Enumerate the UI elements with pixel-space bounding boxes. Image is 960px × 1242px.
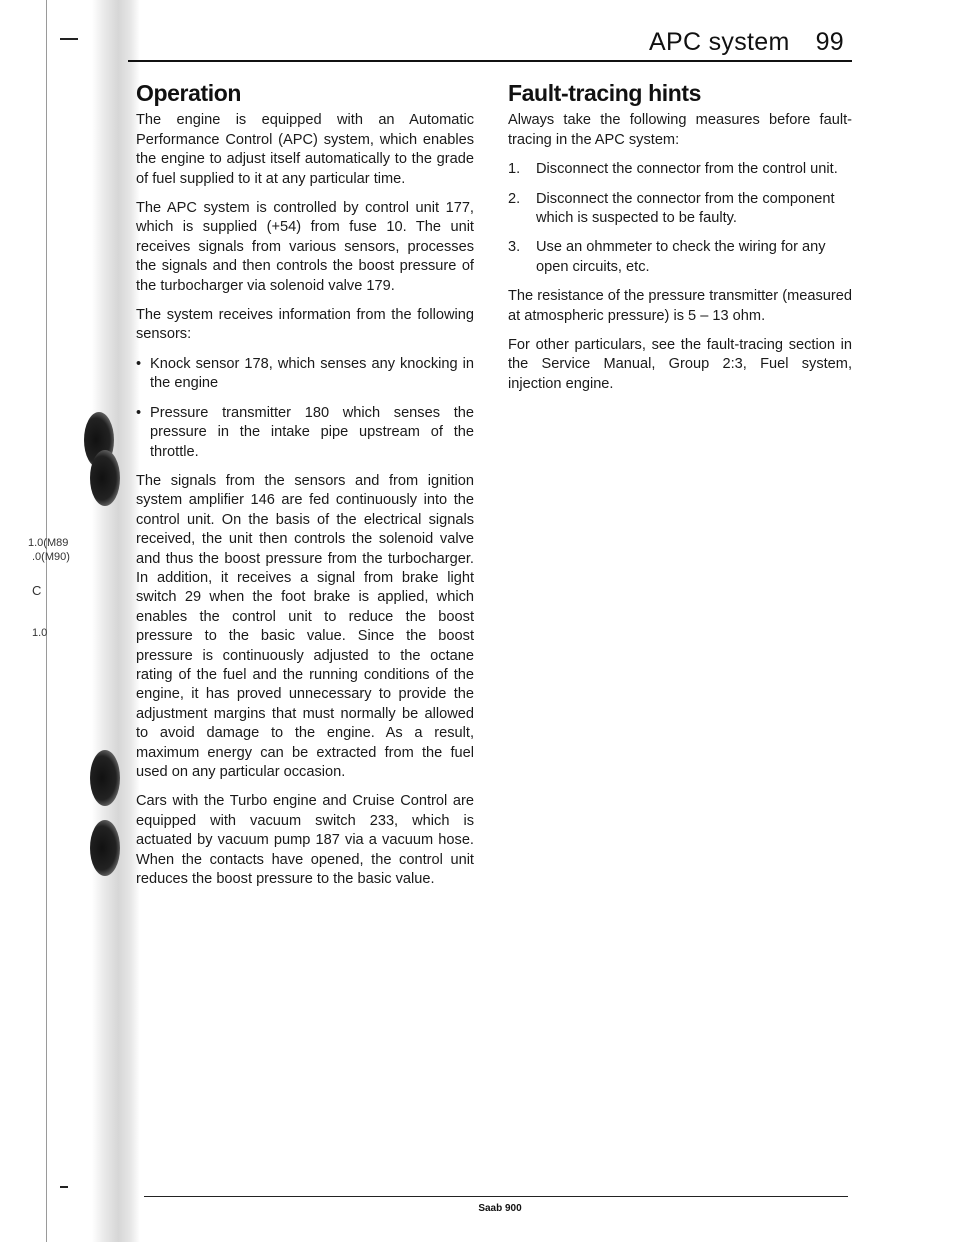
margin-note: 1.0 [32,627,48,639]
step-text: Disconnect the connector from the component which is suspected to be faulty. [536,190,835,227]
bullet-icon: • [136,355,142,372]
paragraph: For other particulars, see the fault-tracing section in the Service Manual, Group 2:3, Fuel system, injection engine. [508,337,852,392]
bullet-icon: • [136,404,142,421]
margin-note: 1.0(M89 [28,537,69,549]
paragraph: The engine is equipped with an Automatic Performance Control (APC) system, which enables the engine to adjust itself automatically to the grade of fuel supplied to it at any particular time. [136,112,474,187]
intro-paragraph: Always take the following measures before fault-tracing in the APC system: [508,112,852,148]
right-column [508,80,852,404]
operation-heading: Operation [136,80,242,106]
margin-dash-bottom [60,1186,68,1188]
step-text: Disconnect the connector from the control unit. [536,161,838,178]
punch-hole [90,450,120,506]
step-number: 3. [508,239,521,256]
running-header [649,28,844,57]
page-number: 99 [815,28,844,56]
bullet-item [136,404,474,462]
section-title: APC system [649,28,790,56]
bullet-item [136,355,474,394]
margin-dash-top [60,38,78,40]
numbered-step [508,190,852,229]
margin-note: C [32,583,42,598]
step-number: 2. [508,190,521,207]
numbered-step [508,160,852,179]
paragraph: The resistance of the pressure transmitter (measured at atmospheric pressure) is 5 – 13 ohm. [508,288,852,324]
paragraph: The APC system is controlled by control unit 177, which is supplied (+54) from fuse 10. The unit receives signals from various sensors, processes the signals and then controls the boost pressure of the turbocharger via solenoid valve 179. [136,200,474,294]
header-rule [128,60,852,62]
left-column [136,80,474,899]
footer-rule [144,1196,848,1197]
paragraph: The system receives information from the following sensors: [136,307,474,343]
fault-tracing-heading: Fault-tracing hints [508,80,702,106]
step-text: Use an ohmmeter to check the wiring for any open circuits, etc. [536,239,826,275]
margin-line [46,0,47,1242]
binding-strip [92,0,140,1242]
bullet-text: Pressure transmitter 180 which senses the pressure in the intake pipe upstream of the throttle. [150,404,474,460]
numbered-step [508,238,852,277]
punch-hole [90,820,120,876]
paragraph: The signals from the sensors and from ignition system amplifier 146 are fed continuously into the control unit. On the basis of the electrical signals received, the unit then controls the solenoid valve and thus the boost pressure from the turbocharger. In addition, it receives a signal from brake light switch 29 when the foot brake is applied, which enables the control unit to reduce the boost pressure to the basic value. Since the boost pressure is continuously adjusted to the octane rating of the fuel and the running conditions of the engine, it has proved unnecessary to provide the adjustment margins that must normally be allowed to avoid damage to the engine. As a result, maximum energy can be extracted from the fuel used on any particular occasion. [136,472,474,780]
margin-note: .0(M90) [32,551,70,563]
footer-text: Saab 900 [478,1203,522,1214]
punch-hole [90,750,120,806]
bullet-text: Knock sensor 178, which senses any knocking in the engine [150,355,474,392]
step-number: 1. [508,161,521,178]
paragraph: Cars with the Turbo engine and Cruise Control are equipped with vacuum switch 233, which is actuated by vacuum pump 187 via a vacuum hose. When the contacts have opened, the control unit reduces the boost pressure to the basic value. [136,793,474,888]
